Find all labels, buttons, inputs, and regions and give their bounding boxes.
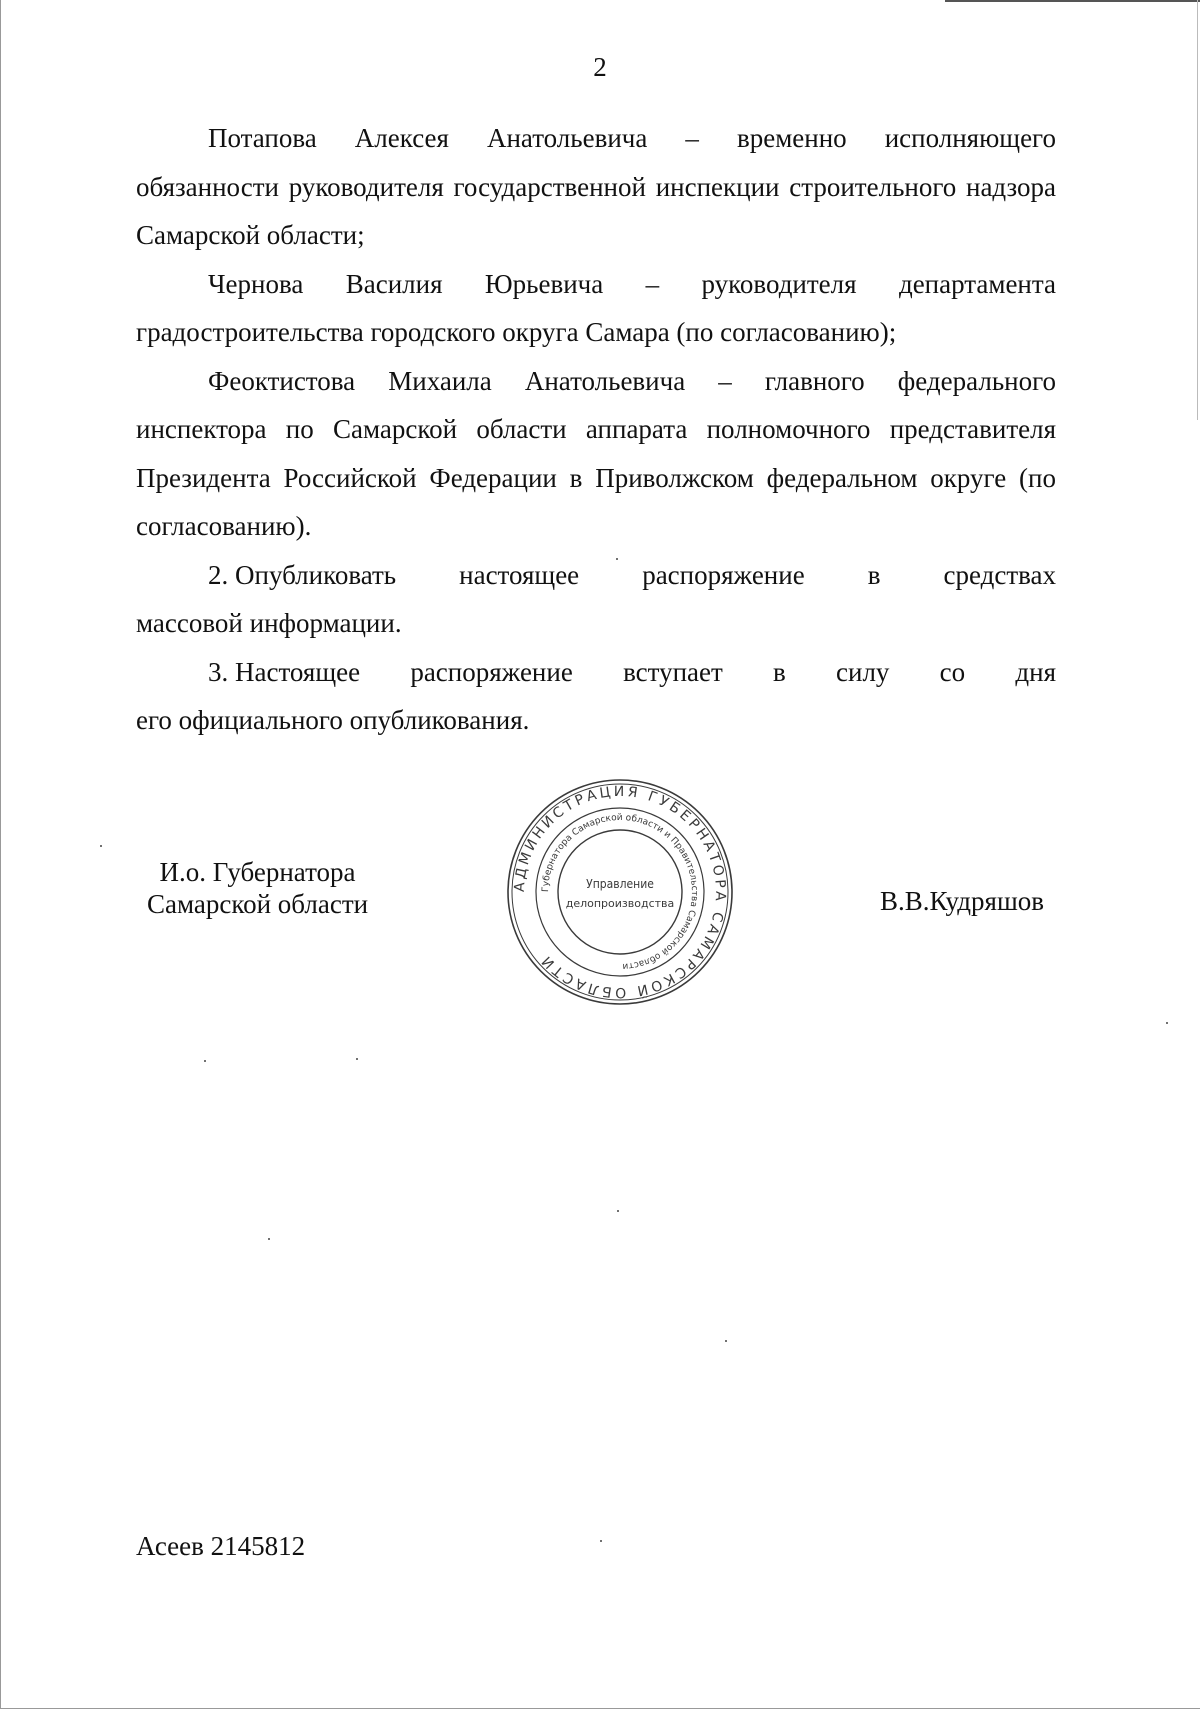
- word: Анатольевича: [486, 123, 648, 153]
- scan-edge-left: [0, 0, 1, 1709]
- paragraph-first-line: [136, 114, 1056, 163]
- word: вступает: [623, 656, 723, 687]
- word: дня: [1015, 656, 1056, 687]
- paragraph-chernov: [136, 260, 1056, 357]
- paragraph-item-3: [136, 648, 1056, 745]
- word: Чернова: [208, 268, 304, 299]
- paragraph-rest: массовой информации.: [136, 608, 402, 638]
- paragraph-first-line: [136, 260, 1056, 309]
- official-seal: [505, 777, 735, 1007]
- word: распоряжение: [642, 559, 805, 590]
- paragraph-item-2: [136, 551, 1056, 648]
- signatory-name: В.В.Кудряшов: [880, 886, 1044, 916]
- paragraph-first-line: [136, 551, 1056, 600]
- word: 3. Настоящее: [208, 656, 361, 687]
- document-body: [136, 114, 1056, 745]
- word: средствах: [943, 559, 1056, 590]
- scan-speck: [1166, 1022, 1168, 1024]
- word: Василия: [345, 268, 443, 299]
- word: руководителя: [701, 268, 857, 299]
- paragraph-feoktistov: Феоктистова Михаила Анатольевича – главного федерального инспектора по Самарской области аппарата полномочного представителя Президента Российской Федерации в Приволжском федеральном округе (по согласованию).: [136, 365, 1056, 541]
- paragraph-first-line: [136, 648, 1056, 697]
- word: в: [773, 656, 786, 687]
- word: департамента: [898, 268, 1056, 299]
- seal-outer-text: АДМИНИСТРАЦИЯ ГУБЕРНАТОРА САМАРСКОЙ ОБЛАСТИ: [511, 783, 729, 1001]
- seal-middle-text: Губернатора Самарской области и Правительства Самарской области: [540, 812, 700, 972]
- scan-speck: [204, 1060, 206, 1062]
- paragraph-rest: его официального опубликования.: [136, 705, 530, 735]
- scan-speck: [616, 558, 618, 560]
- word: со: [939, 656, 966, 687]
- scan-speck: [600, 1540, 602, 1542]
- word: –: [645, 268, 660, 299]
- word: 2. Опубликовать: [208, 559, 397, 590]
- word: в: [867, 559, 881, 590]
- paragraph-rest: обязанности руководителя государственной инспекции строительного надзора Самарской области;: [136, 171, 1056, 250]
- word: Потапова: [208, 123, 317, 153]
- seal-inner-line-2: делопроизводства: [565, 897, 675, 910]
- word: распоряжение: [410, 656, 573, 687]
- seal-inner-ring: [558, 830, 682, 954]
- word: силу: [836, 656, 890, 687]
- scan-speck: [100, 845, 102, 847]
- word: исполняющего: [884, 123, 1056, 153]
- paragraph-potapov: [136, 114, 1056, 260]
- paragraph-rest: градостроительства городского округа Самара (по согласованию);: [136, 317, 897, 347]
- seal-middle-ring: [536, 808, 704, 976]
- seal-inner-line-1: Управление: [586, 877, 654, 891]
- word: настоящее: [459, 559, 580, 590]
- word: Алексея: [354, 123, 449, 153]
- word: –: [685, 123, 699, 153]
- scan-speck: [356, 1058, 358, 1060]
- position-line-1: И.о. Губернатора: [159, 857, 356, 887]
- scan-speck: [725, 1340, 727, 1342]
- scan-speck: [617, 1210, 619, 1212]
- position-line-2: Самарской области: [147, 889, 369, 919]
- signatory-position: [147, 856, 368, 920]
- executor-info: Асеев 2145812: [136, 1531, 306, 1561]
- scan-edge-top: [945, 0, 1200, 2]
- scan-speck: [268, 1238, 270, 1240]
- word: Юрьевича: [484, 268, 604, 299]
- word: временно: [736, 123, 847, 153]
- page-number: 2: [593, 52, 607, 82]
